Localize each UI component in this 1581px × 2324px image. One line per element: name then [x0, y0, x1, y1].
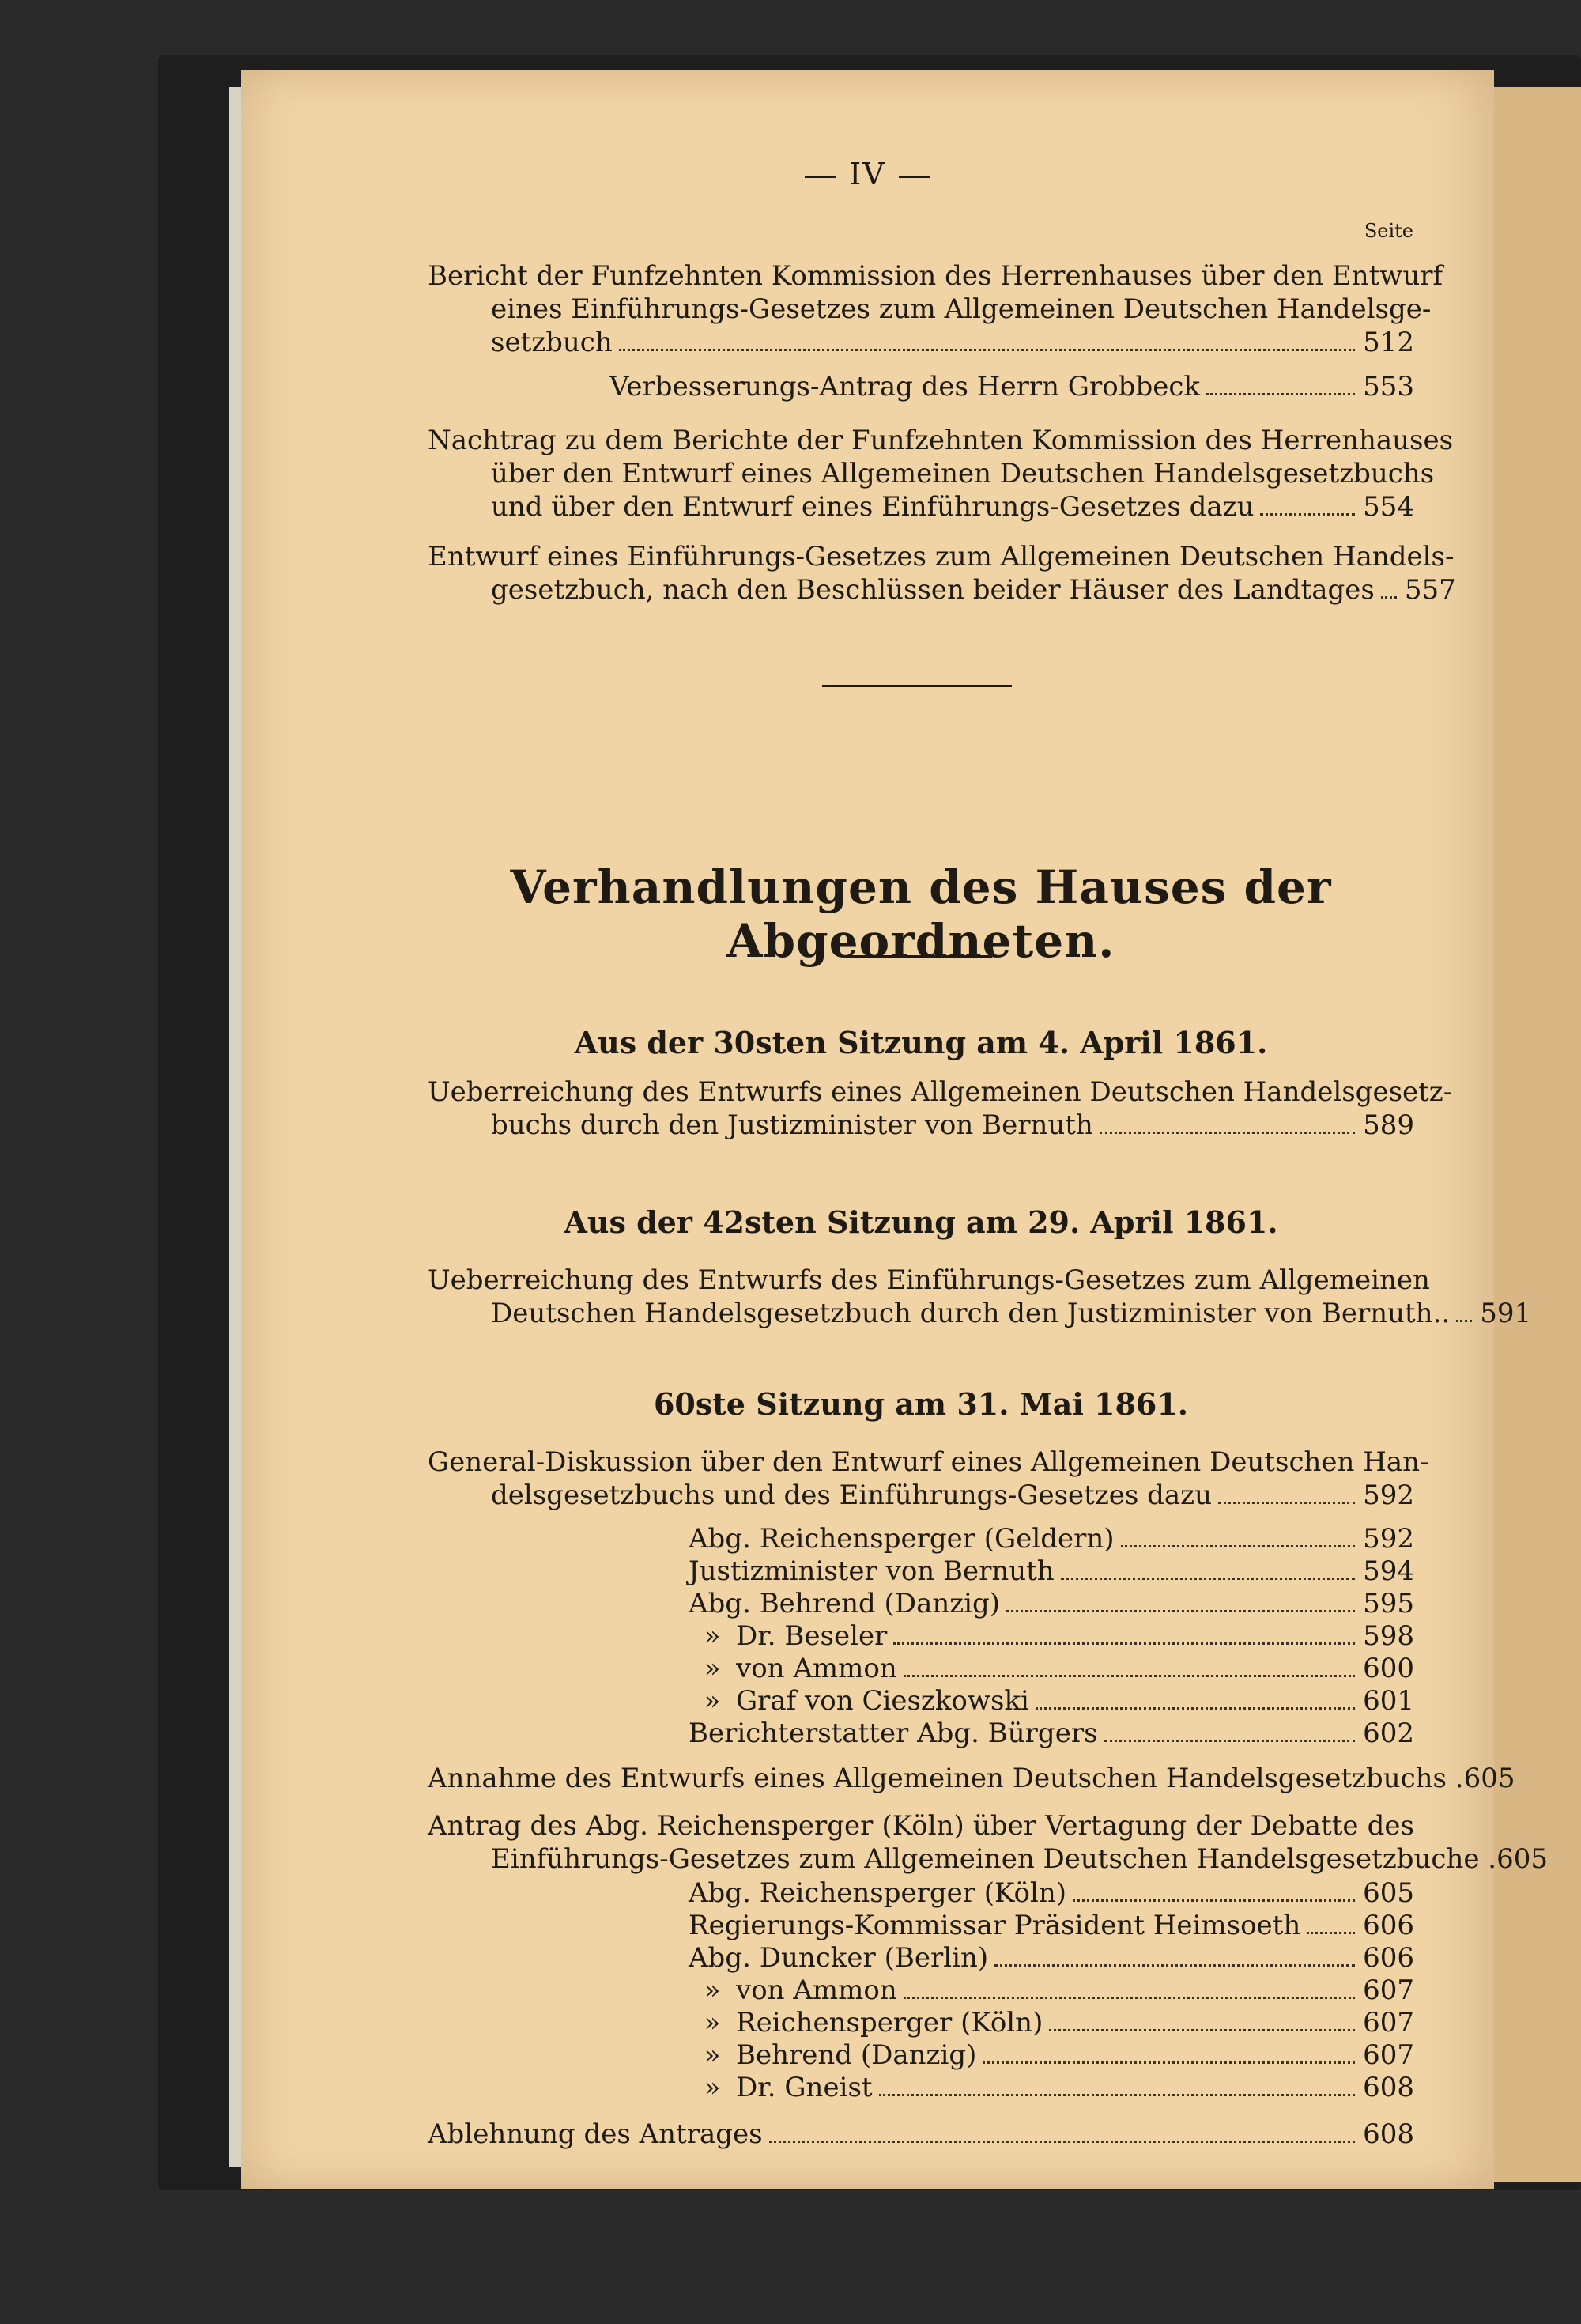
speaker-entry: Abg. Reichensperger (Köln) 605: [689, 1877, 1414, 1909]
page-ref: 602: [1363, 1717, 1414, 1749]
divider: [822, 685, 1012, 687]
speaker-entry: Abg. Behrend (Danzig) 595: [689, 1588, 1414, 1619]
page-ref: 592: [1363, 1479, 1414, 1511]
page-number: IV: [241, 157, 1494, 191]
toc-entry: Ueberreichung des Entwurfs eines Allgemeinen Deutschen Handelsgesetz- buchs durch den Justizminister von Bernuth 589: [428, 1076, 1453, 1141]
page-ref: 557: [1404, 574, 1456, 606]
page-ref: 594: [1363, 1555, 1414, 1587]
toc-entry: Verbesserungs-Antrag des Herrn Grobbeck 553: [609, 371, 1414, 402]
speaker-entry: » Graf von Cieszkowski 601: [704, 1685, 1414, 1717]
section-title: Verhandlungen des Hauses der Abgeordneten.: [510, 860, 1332, 968]
session-heading: 60ste Sitzung am 31. Mai 1861.: [653, 1386, 1189, 1422]
toc-entry: Ueberreichung des Entwurfs des Einführungs-Gesetzes zum Allgemeinen Deutschen Handelsgesetzbuch durch den Justizminister von Bernuth.. 591: [428, 1264, 1532, 1329]
page-ref: 598: [1363, 1620, 1414, 1652]
speaker-entry: » von Ammon 600: [704, 1653, 1414, 1684]
page-ref: 606: [1363, 1910, 1414, 1941]
column-label: Seite: [1364, 220, 1413, 242]
toc-entry: Annahme des Entwurfs eines Allgemeinen Deutschen Handelsgesetzbuchs . 605: [428, 1763, 1515, 1794]
page-ref: 553: [1363, 371, 1414, 402]
divider: [846, 955, 992, 958]
speaker-entry: » Dr. Beseler 598: [704, 1620, 1414, 1652]
toc-entry: Bericht der Funfzehnten Kommission des Herrenhauses über den Entwurf eines Einführungs-Gesetzes zum Allgemeinen Deutschen Handelsge- setzbuch 512: [428, 260, 1443, 358]
speaker-entry: » Dr. Gneist 608: [704, 2072, 1414, 2103]
toc-entry: Nachtrag zu dem Berichte der Funfzehnten Kommission des Herrenhauses über den Entwurf eines Allgemeinen Deutschen Handelsgesetzbuchs und über den Entwurf eines Einführungs-Gesetzes dazu 554: [428, 425, 1454, 523]
page-ref: 607: [1363, 2007, 1414, 2039]
page-ref: 605: [1363, 1877, 1414, 1909]
document-page: [241, 70, 1548, 2189]
speaker-entry: Abg. Reichensperger (Geldern) 592: [689, 1523, 1414, 1555]
page-ref: 592: [1363, 1523, 1414, 1555]
session-heading: Aus der 30sten Sitzung am 4. April 1861.: [574, 1025, 1268, 1060]
page-ref: 554: [1363, 491, 1414, 523]
page-ref: 607: [1363, 2039, 1414, 2071]
page-ref: 608: [1363, 2072, 1414, 2103]
speaker-entry: Abg. Duncker (Berlin) 606: [689, 1942, 1414, 1974]
page-ref: 605: [1496, 1843, 1548, 1875]
page-ref: 606: [1363, 1942, 1414, 1974]
session-heading: Aus der 42sten Sitzung am 29. April 1861.: [564, 1204, 1278, 1240]
toc-entry: Antrag des Abg. Reichensperger (Köln) über Vertagung der Debatte des Einführungs-Gesetzes zum Allgemeinen Deutschen Handelsgesetzbuche . 605: [428, 1810, 1548, 1875]
page-ref: 512: [1363, 327, 1414, 358]
speaker-entry: Berichterstatter Abg. Bürgers 602: [689, 1717, 1414, 1749]
speaker-entry: » Behrend (Danzig) 607: [704, 2039, 1414, 2071]
speaker-entry: Regierungs-Kommissar Präsident Heimsoeth 606: [689, 1910, 1414, 1941]
page-ref: 608: [1363, 2118, 1414, 2150]
page-ref: 591: [1480, 1298, 1532, 1329]
toc-entry: Entwurf eines Einführungs-Gesetzes zum Allgemeinen Deutschen Handels- gesetzbuch, nach den Beschlüssen beider Häuser des Landtages 557: [428, 541, 1456, 606]
speaker-entry: » von Ammon 607: [704, 1974, 1414, 2006]
toc-entry: General-Diskussion über den Entwurf eines Allgemeinen Deutschen Han- delsgesetzbuchs und des Einführungs-Gesetzes dazu 592: [428, 1446, 1429, 1511]
page-ref: 601: [1363, 1685, 1414, 1717]
speaker-entry: » Reichensperger (Köln) 607: [704, 2007, 1414, 2039]
page-ref: 605: [1463, 1763, 1515, 1794]
page-ref: 595: [1363, 1588, 1414, 1619]
speaker-list: [428, 1877, 1414, 2104]
speaker-list: [428, 1523, 1414, 1750]
page-ref: 589: [1363, 1109, 1414, 1141]
page-ref: 607: [1363, 1974, 1414, 2006]
toc-entry: Ablehnung des Antrages 608: [428, 2118, 1414, 2150]
page-ref: 600: [1363, 1653, 1414, 1684]
speaker-entry: Justizminister von Bernuth 594: [689, 1555, 1414, 1587]
